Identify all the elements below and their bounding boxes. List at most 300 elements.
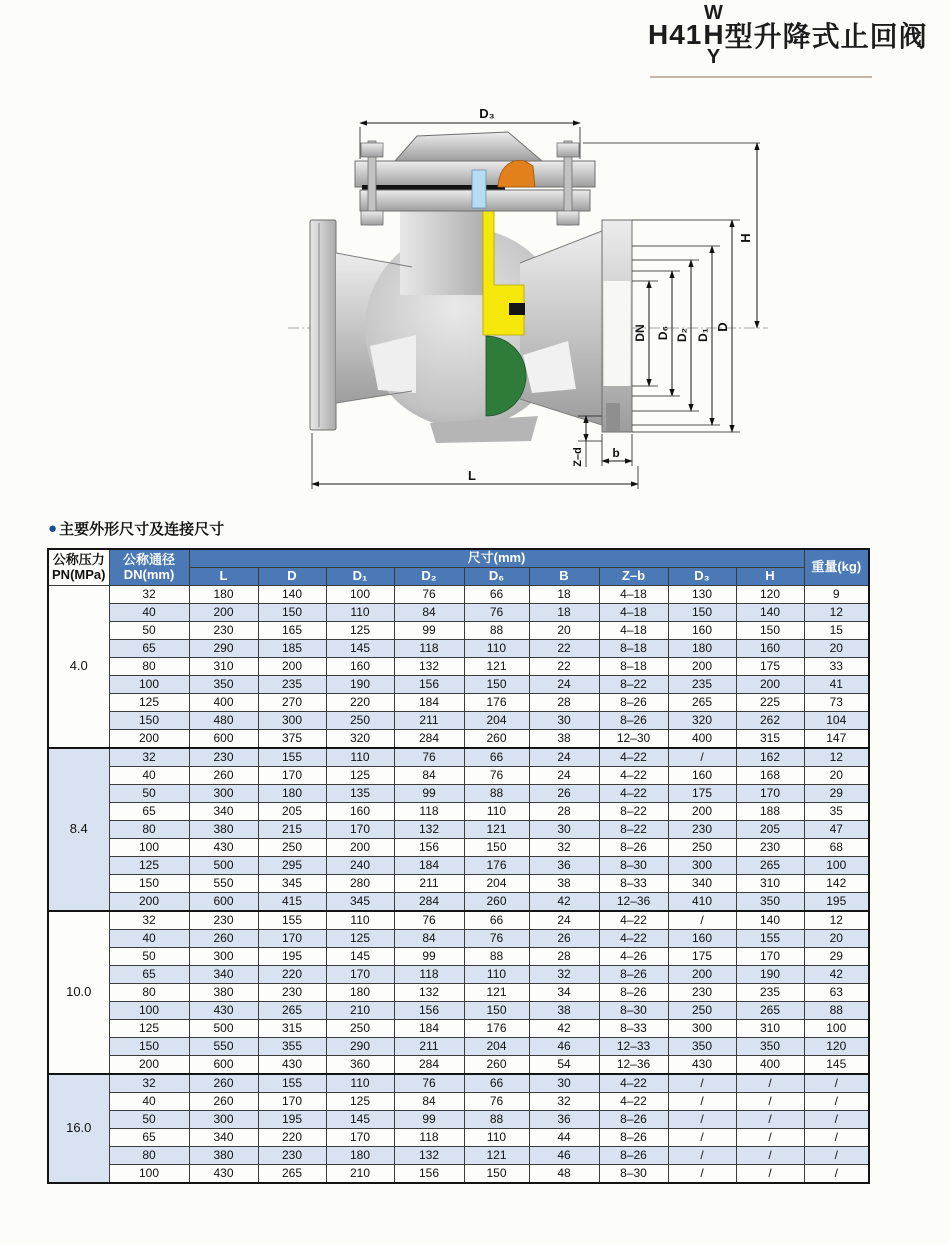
dn-cell: 125	[109, 857, 189, 875]
dimension-cell: 211	[394, 712, 464, 730]
dimension-cell: 265	[668, 694, 736, 712]
dn-cell: 150	[109, 1038, 189, 1056]
dimension-cell: 430	[189, 839, 258, 857]
dimension-cell: 155	[258, 911, 326, 930]
dimension-cell: 211	[394, 1038, 464, 1056]
dimension-cell: 8–18	[599, 658, 668, 676]
dimension-cell: 600	[189, 1056, 258, 1075]
dn-cell: 200	[109, 730, 189, 749]
dimension-cell: 195	[258, 948, 326, 966]
dimension-cell: 88	[464, 948, 529, 966]
dimension-cell: 340	[189, 1129, 258, 1147]
dimension-cell: 230	[189, 748, 258, 767]
dimension-cell: 340	[189, 966, 258, 984]
dimension-cell: 260	[464, 893, 529, 912]
table-row	[48, 712, 869, 730]
dimension-cell: 12–33	[599, 1038, 668, 1056]
dimension-cell: 155	[258, 1074, 326, 1093]
table-row	[48, 1111, 869, 1129]
dimension-cell: 110	[464, 1129, 529, 1147]
dn-cell: 50	[109, 785, 189, 803]
dimension-cell: 180	[326, 984, 394, 1002]
dimension-cell: 176	[464, 1020, 529, 1038]
dimension-cell: 110	[326, 604, 394, 622]
table-row	[48, 839, 869, 857]
header-col-zb: Z–b	[599, 568, 668, 586]
dimension-cell: 28	[529, 948, 599, 966]
page-title	[648, 4, 928, 67]
dimension-cell: 100	[326, 586, 394, 604]
dimension-cell: 118	[394, 1129, 464, 1147]
dimension-cell: 260	[189, 767, 258, 785]
dimension-cell: 350	[736, 1038, 804, 1056]
dimension-cell: 4–22	[599, 1074, 668, 1093]
dn-cell: 32	[109, 911, 189, 930]
dimension-cell: 29	[804, 948, 869, 966]
dimension-cell: 36	[529, 1111, 599, 1129]
dimension-cell: 220	[258, 966, 326, 984]
dimension-cell: 8–33	[599, 875, 668, 893]
dimension-cell: 132	[394, 1147, 464, 1165]
dimension-cell: 147	[804, 730, 869, 749]
table-row	[48, 803, 869, 821]
dimension-cell: 130	[668, 586, 736, 604]
table-row	[48, 1165, 869, 1184]
dimension-cell: 180	[326, 1147, 394, 1165]
dimension-cell: 18	[529, 604, 599, 622]
bullet-icon: ●	[48, 520, 58, 537]
dimension-cell: 345	[326, 893, 394, 912]
dimension-cell: 47	[804, 821, 869, 839]
dimension-cell: 4–22	[599, 1093, 668, 1111]
table-row	[48, 1074, 869, 1093]
dimension-cell: 400	[668, 730, 736, 749]
dimension-cell: 205	[258, 803, 326, 821]
dimension-cell: 430	[258, 1056, 326, 1075]
dn-cell: 65	[109, 966, 189, 984]
dimension-cell: /	[668, 1165, 736, 1184]
dn-cell: 40	[109, 604, 189, 622]
dn-cell: 100	[109, 1002, 189, 1020]
dn-cell: 80	[109, 658, 189, 676]
dimension-cell: 262	[736, 712, 804, 730]
table-header-row-1	[48, 549, 869, 568]
dimension-cell: 125	[326, 622, 394, 640]
dimension-cell: 26	[529, 785, 599, 803]
valve-name: 型升降式止回阀	[724, 21, 928, 53]
dimension-cell: 156	[394, 839, 464, 857]
dimension-cell: 8–26	[599, 694, 668, 712]
dimension-cell: 132	[394, 821, 464, 839]
dimension-cell: 200	[668, 658, 736, 676]
dimension-cell: 150	[464, 1165, 529, 1184]
dimension-cell: 8–26	[599, 984, 668, 1002]
dimension-cell: 24	[529, 676, 599, 694]
dn-cell: 40	[109, 930, 189, 948]
dimension-cell: /	[736, 1147, 804, 1165]
dimension-cell: 310	[736, 875, 804, 893]
dn-cell: 125	[109, 1020, 189, 1038]
dimension-cell: 210	[326, 1165, 394, 1184]
dimension-cell: 140	[736, 911, 804, 930]
dimension-cell: 315	[258, 1020, 326, 1038]
dimension-cell: 205	[736, 821, 804, 839]
dimension-cell: 121	[464, 1147, 529, 1165]
dn-cell: 150	[109, 875, 189, 893]
table-row	[48, 821, 869, 839]
dimension-cell: /	[804, 1165, 869, 1184]
dim-label-d: D	[715, 322, 730, 332]
dn-cell: 200	[109, 1056, 189, 1075]
dn-cell: 200	[109, 893, 189, 912]
header-col-b: B	[529, 568, 599, 586]
dimension-cell: 315	[736, 730, 804, 749]
header-col-d6: D₆	[464, 568, 529, 586]
dimension-cell: 12	[804, 604, 869, 622]
dimension-cell: 430	[668, 1056, 736, 1075]
dimension-cell: 156	[394, 676, 464, 694]
dimension-cell: 260	[464, 1056, 529, 1075]
table-row	[48, 622, 869, 640]
dimension-cell: 265	[258, 1002, 326, 1020]
dimension-cell: 84	[394, 1093, 464, 1111]
dimension-cell: 215	[258, 821, 326, 839]
header-pressure: 公称压力 PN(MPa)	[48, 549, 109, 586]
dimension-cell: 310	[189, 658, 258, 676]
dimension-cell: 42	[804, 966, 869, 984]
dimension-cell: 175	[668, 948, 736, 966]
dimension-cell: 150	[464, 1002, 529, 1020]
dimension-cell: 320	[326, 730, 394, 749]
dimension-cell: 76	[464, 1093, 529, 1111]
dimension-cell: 36	[529, 857, 599, 875]
header-col-l: L	[189, 568, 258, 586]
dimension-cell: 104	[804, 712, 869, 730]
dimension-cell: 170	[258, 930, 326, 948]
dimension-cell: 160	[668, 622, 736, 640]
pressure-group-cell: 10.0	[48, 911, 109, 1074]
dimension-cell: 211	[394, 875, 464, 893]
dimension-cell: 84	[394, 767, 464, 785]
table-row	[48, 1129, 869, 1147]
dimension-cell: 84	[394, 604, 464, 622]
dimension-cell: 230	[668, 984, 736, 1002]
table-row	[48, 640, 869, 658]
table-row	[48, 676, 869, 694]
dimension-cell: 300	[668, 1020, 736, 1038]
dimension-cell: 155	[258, 748, 326, 767]
dimension-cell: 168	[736, 767, 804, 785]
dimension-cell: 235	[736, 984, 804, 1002]
dimension-cell: 265	[258, 1165, 326, 1184]
dimension-cell: 32	[529, 966, 599, 984]
dn-cell: 80	[109, 821, 189, 839]
dimension-cell: 175	[736, 658, 804, 676]
dimension-cell: 12	[804, 911, 869, 930]
dimension-cell: 76	[394, 748, 464, 767]
dimension-cell: 280	[326, 875, 394, 893]
dimension-cell: 176	[464, 694, 529, 712]
dimension-cell: 290	[326, 1038, 394, 1056]
dimension-cell: 265	[736, 1002, 804, 1020]
dimension-cell: 20	[804, 930, 869, 948]
dimension-cell: 8–26	[599, 712, 668, 730]
dimension-cell: 8–26	[599, 1111, 668, 1129]
dimension-cell: 118	[394, 966, 464, 984]
dim-label-l: L	[468, 468, 476, 483]
dimension-cell: 22	[529, 658, 599, 676]
dimension-cell: 41	[804, 676, 869, 694]
pressure-group-cell: 16.0	[48, 1074, 109, 1183]
dimension-cell: 4–22	[599, 930, 668, 948]
dimension-cell: 145	[326, 1111, 394, 1129]
dn-cell: 32	[109, 1074, 189, 1093]
dimension-cell: 290	[189, 640, 258, 658]
dimension-cell: 84	[394, 930, 464, 948]
dimension-cell: 33	[804, 658, 869, 676]
dimension-cell: 430	[189, 1002, 258, 1020]
table-row	[48, 1020, 869, 1038]
bonnet-cap	[395, 132, 542, 161]
dimension-cell: 20	[804, 767, 869, 785]
dim-label-h: H	[738, 233, 753, 243]
table-row	[48, 911, 869, 930]
dimension-cell: 12–30	[599, 730, 668, 749]
dimension-cell: 76	[394, 1074, 464, 1093]
dimension-cell: 380	[189, 821, 258, 839]
dn-cell: 50	[109, 948, 189, 966]
dn-cell: 150	[109, 712, 189, 730]
dimension-cell: 4–18	[599, 586, 668, 604]
dimension-cell: 350	[189, 676, 258, 694]
dimension-cell: 8–30	[599, 857, 668, 875]
dimension-cell: 9	[804, 586, 869, 604]
dimension-cell: 170	[258, 1093, 326, 1111]
dimension-cell: 88	[464, 622, 529, 640]
table-row	[48, 966, 869, 984]
dn-cell: 100	[109, 676, 189, 694]
dimension-cell: 110	[464, 966, 529, 984]
dimension-cell: 118	[394, 803, 464, 821]
dimension-cell: 410	[668, 893, 736, 912]
dimension-cell: 260	[189, 1093, 258, 1111]
dimension-cell: 125	[326, 930, 394, 948]
dimension-cell: 150	[736, 622, 804, 640]
dimension-cell: 300	[189, 785, 258, 803]
dimension-cell: 12–36	[599, 1056, 668, 1075]
dimension-cell: 200	[189, 604, 258, 622]
dimension-cell: 121	[464, 658, 529, 676]
dimension-cell: 300	[189, 1111, 258, 1129]
dimension-cell: 121	[464, 984, 529, 1002]
dimension-cell: 110	[326, 748, 394, 767]
dimension-cell: 150	[668, 604, 736, 622]
dimension-cell: 430	[189, 1165, 258, 1184]
dimension-cell: 15	[804, 622, 869, 640]
dimension-cell: 380	[189, 984, 258, 1002]
dimension-cell: /	[668, 1147, 736, 1165]
dimension-cell: 375	[258, 730, 326, 749]
dimension-cell: 184	[394, 694, 464, 712]
dimension-cell: 550	[189, 1038, 258, 1056]
dimension-cell: 480	[189, 712, 258, 730]
dimension-cell: 4–18	[599, 622, 668, 640]
dimension-cell: 160	[668, 767, 736, 785]
dimension-cell: 184	[394, 1020, 464, 1038]
dimension-cell: 118	[394, 640, 464, 658]
dimension-cell: 44	[529, 1129, 599, 1147]
dimension-cell: 4–26	[599, 948, 668, 966]
table-row	[48, 748, 869, 767]
dimension-cell: 76	[394, 911, 464, 930]
dn-cell: 80	[109, 1147, 189, 1165]
dimension-cell: 195	[804, 893, 869, 912]
dimension-cell: 76	[464, 930, 529, 948]
dim-label-d2: D₂	[675, 328, 689, 342]
dimension-cell: 24	[529, 911, 599, 930]
dimension-cell: 4–22	[599, 911, 668, 930]
dimension-cell: 400	[736, 1056, 804, 1075]
dimension-cell: 125	[326, 1093, 394, 1111]
dimension-cell: 210	[326, 1002, 394, 1020]
dimension-cell: 99	[394, 622, 464, 640]
dimension-cell: /	[736, 1165, 804, 1184]
dimension-cell: /	[668, 911, 736, 930]
table-row	[48, 1038, 869, 1056]
dimension-cell: 235	[668, 676, 736, 694]
table-row	[48, 857, 869, 875]
dimension-cell: 88	[804, 1002, 869, 1020]
dimension-cell: 240	[326, 857, 394, 875]
dimension-cell: 18	[529, 586, 599, 604]
dimension-cell: 204	[464, 1038, 529, 1056]
table-row	[48, 875, 869, 893]
dimension-cell: 156	[394, 1002, 464, 1020]
dimension-cell: 230	[258, 1147, 326, 1165]
dimension-cell: 38	[529, 875, 599, 893]
dimension-cell: 160	[736, 640, 804, 658]
dimension-table-body	[48, 586, 869, 1184]
dimension-cell: 300	[668, 857, 736, 875]
dimension-cell: 8–22	[599, 676, 668, 694]
dimension-cell: 100	[804, 1020, 869, 1038]
dimension-cell: 310	[736, 1020, 804, 1038]
dimension-cell: 8–26	[599, 839, 668, 857]
dimension-cell: 121	[464, 821, 529, 839]
dimension-cell: 34	[529, 984, 599, 1002]
dimension-cell: 32	[529, 839, 599, 857]
dimension-cell: 230	[736, 839, 804, 857]
dimension-cell: 30	[529, 1074, 599, 1093]
dimension-cell: 270	[258, 694, 326, 712]
dimension-cell: 8–26	[599, 1147, 668, 1165]
dimension-cell: 350	[668, 1038, 736, 1056]
dimension-cell: 320	[668, 712, 736, 730]
dimension-cell: 24	[529, 767, 599, 785]
dimension-cell: 54	[529, 1056, 599, 1075]
dimension-cell: /	[804, 1129, 869, 1147]
dimension-cell: 8–26	[599, 1129, 668, 1147]
dimension-cell: 22	[529, 640, 599, 658]
dimension-cell: 8–22	[599, 803, 668, 821]
dimension-cell: 66	[464, 1074, 529, 1093]
dimension-cell: /	[668, 1111, 736, 1129]
dimension-cell: 26	[529, 930, 599, 948]
dn-cell: 100	[109, 839, 189, 857]
dim-label-d3: D₃	[479, 106, 495, 121]
dimension-cell: 100	[804, 857, 869, 875]
dimension-cell: 190	[736, 966, 804, 984]
dimension-cell: 145	[326, 948, 394, 966]
dn-cell: 32	[109, 748, 189, 767]
dimension-cell: 345	[258, 875, 326, 893]
dimension-cell: 46	[529, 1147, 599, 1165]
dimension-cell: 8–22	[599, 821, 668, 839]
dimension-cell: 600	[189, 893, 258, 912]
dimension-cell: 176	[464, 857, 529, 875]
pressure-group-cell: 8.4	[48, 748, 109, 911]
section-heading	[48, 518, 224, 539]
dimension-cell: 340	[189, 803, 258, 821]
dimension-cell: 4–22	[599, 767, 668, 785]
dimension-cell: /	[804, 1093, 869, 1111]
dimension-cell: 200	[258, 658, 326, 676]
table-row	[48, 785, 869, 803]
dn-cell: 50	[109, 622, 189, 640]
dn-cell: 80	[109, 984, 189, 1002]
table-row	[48, 730, 869, 749]
dimension-cell: 350	[736, 893, 804, 912]
dn-cell: 100	[109, 1165, 189, 1184]
dimension-cell: 46	[529, 1038, 599, 1056]
valve-section-drawing	[280, 103, 780, 511]
dimension-cell: 73	[804, 694, 869, 712]
pressure-group-cell: 4.0	[48, 586, 109, 749]
title-underline	[650, 76, 872, 78]
dimension-cell: 68	[804, 839, 869, 857]
dimension-cell: 160	[326, 658, 394, 676]
dimension-cell: 200	[736, 676, 804, 694]
dimension-cell: 170	[326, 821, 394, 839]
table-row	[48, 604, 869, 622]
dimension-cell: 600	[189, 730, 258, 749]
dimension-cell: 170	[258, 767, 326, 785]
dimension-cell: 185	[258, 640, 326, 658]
table-row	[48, 694, 869, 712]
dimension-cell: 284	[394, 1056, 464, 1075]
dimension-cell: 140	[258, 586, 326, 604]
dimension-cell: 4–22	[599, 785, 668, 803]
dimension-cell: 30	[529, 712, 599, 730]
dimension-cell: /	[804, 1147, 869, 1165]
dimension-cell: 260	[464, 730, 529, 749]
dimension-cell: 110	[464, 640, 529, 658]
dimension-cell: 500	[189, 857, 258, 875]
dimension-cell: 135	[326, 785, 394, 803]
dimension-cell: 188	[736, 803, 804, 821]
dimension-cell: 8–30	[599, 1002, 668, 1020]
dimension-cell: 500	[189, 1020, 258, 1038]
dimension-cell: 204	[464, 712, 529, 730]
dimension-cell: 284	[394, 893, 464, 912]
dimension-cell: 29	[804, 785, 869, 803]
dn-cell: 65	[109, 1129, 189, 1147]
dimension-cell: 12	[804, 748, 869, 767]
dimension-cell: 38	[529, 1002, 599, 1020]
dimension-cell: 180	[189, 586, 258, 604]
dimension-cell: 160	[326, 803, 394, 821]
dimension-cell: 300	[258, 712, 326, 730]
